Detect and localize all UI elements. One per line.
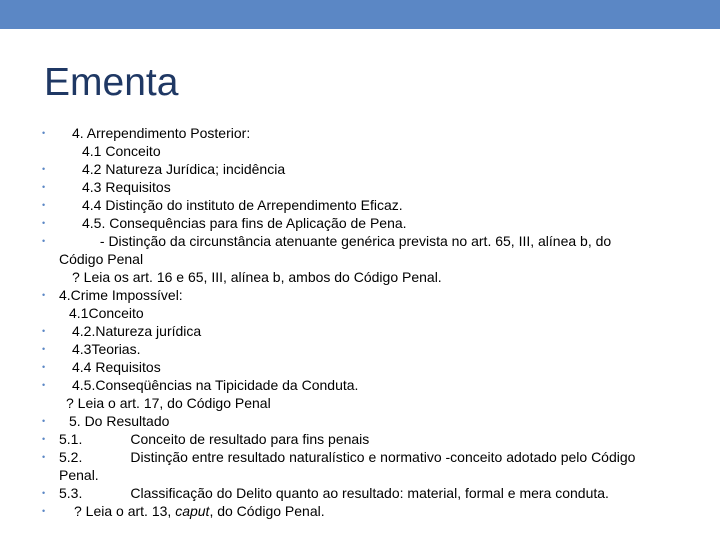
body-line (44, 286, 694, 304)
bullet-dot: • (42, 326, 46, 336)
body-line-text: 4.1Conceito (69, 305, 144, 321)
body-line (44, 448, 694, 466)
body-line-text: 4. Arrependimento Posterior: (72, 125, 251, 141)
body-line (44, 358, 694, 376)
body-line-text: 4.2.Natureza jurídica (72, 323, 202, 339)
body-line-text: 4.3Teorias. (72, 341, 141, 357)
bullet-dot: • (42, 344, 46, 354)
bullet-dot: • (42, 488, 46, 498)
body-line (44, 250, 694, 268)
body-line (44, 160, 694, 178)
body-line (44, 124, 694, 142)
bullet-dot: • (42, 506, 46, 516)
body-line-text: 4.4 Distinção do instituto de Arrependimento Eficaz. (82, 197, 403, 213)
bullet-dot: • (42, 452, 46, 462)
bullet-dot: • (42, 200, 46, 210)
bullet-dot: • (42, 218, 46, 228)
body-line (44, 196, 694, 214)
body-line (44, 430, 694, 448)
bullet-dot: • (42, 290, 46, 300)
body-line (44, 322, 694, 340)
body-line (44, 466, 694, 484)
body-line-text: 5.1. Conceito de resultado para fins penais (59, 431, 370, 447)
body-line-text: 5.3. Classificação do Delito quanto ao resultado: material, formal e mera conduta. (59, 485, 609, 501)
body-line-text: ? Leia o art. 17, do Código Penal (66, 395, 271, 411)
body-line-text: - Distinção da circunstância atenuante genérica prevista no art. 65, III, alínea b, do (96, 233, 612, 249)
bullet-dot: • (42, 416, 46, 426)
body-line-text: 4.Crime Impossível: (59, 287, 183, 303)
bullet-dot: • (42, 434, 46, 444)
bullet-dot: • (42, 236, 46, 246)
body-line-text: ? Leia os art. 16 e 65, III, alínea b, ambos do Código Penal. (72, 269, 442, 285)
body-line (44, 394, 694, 412)
body-line-text: 4.3 Requisitos (82, 179, 171, 195)
slide-body (44, 124, 694, 520)
body-line-text: 4.2 Natureza Jurídica; incidência (82, 161, 286, 177)
body-line-text: ? Leia o art. 13, caput, do Código Penal. (74, 503, 325, 519)
body-line-text: 4.1 Conceito (82, 143, 161, 159)
top-accent-band (0, 0, 720, 29)
body-line-text: 4.5. Consequências para fins de Aplicação de Pena. (82, 215, 407, 231)
body-line (44, 502, 694, 520)
bullet-dot: • (42, 164, 46, 174)
body-line (44, 484, 694, 502)
body-line-text: Código Penal (59, 251, 144, 267)
body-line (44, 214, 694, 232)
body-line (44, 376, 694, 394)
body-line (44, 142, 694, 160)
body-line (44, 340, 694, 358)
body-line-text: 4.5.Conseqüências na Tipicidade da Conduta. (72, 377, 359, 393)
bullet-dot: • (42, 380, 46, 390)
body-line (44, 232, 694, 250)
bullet-dot: • (42, 182, 46, 192)
body-line (44, 268, 694, 286)
body-line-text: Penal. (59, 467, 99, 483)
body-line-text: 5. Do Resultado (69, 413, 170, 429)
body-line-text: 5.2. Distinção entre resultado naturalístico e normativo -conceito adotado pelo Código (59, 449, 636, 465)
bullet-dot: • (42, 128, 46, 138)
bullet-dot: • (42, 362, 46, 372)
body-line-text: 4.4 Requisitos (72, 359, 161, 375)
body-line (44, 304, 694, 322)
body-line (44, 178, 694, 196)
slide-title: Ementa (44, 61, 179, 104)
body-line (44, 412, 694, 430)
